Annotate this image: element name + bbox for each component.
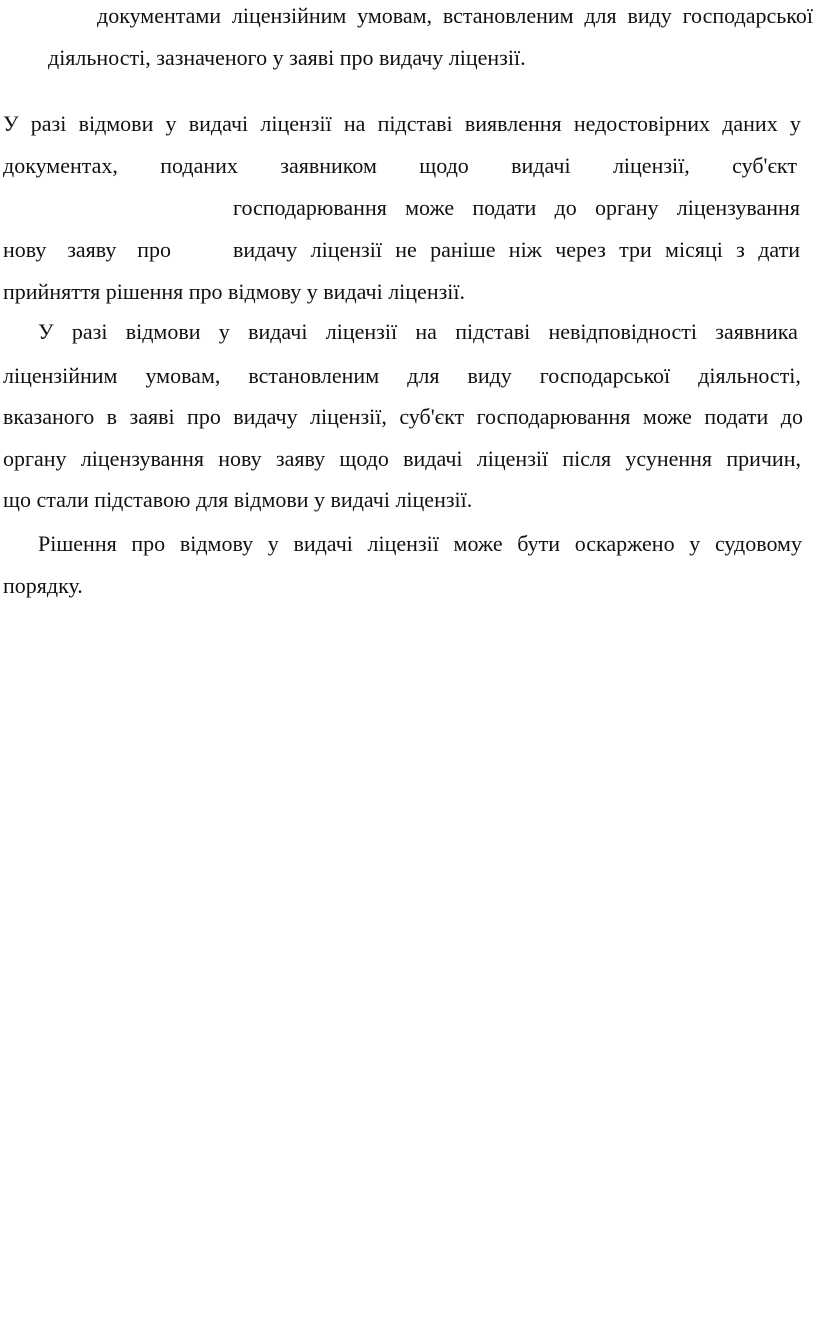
text-line-14: порядку.: [3, 573, 83, 598]
text-line-9: ліцензійним умовам, встановленим для виду господарської діяльності,: [3, 363, 801, 388]
text-line-4: документах, поданих заявником щодо видачі ліцензії, суб'єкт: [3, 153, 797, 178]
text-line-10: вказаного в заяві про видачу ліцензії, суб'єкт господарювання може подати до: [3, 404, 803, 429]
text-line-13: Рішення про відмову у видачі ліцензії може бути оскаржено у судовому: [38, 531, 802, 556]
text-line-7: прийняття рішення про відмову у видачі ліцензії.: [3, 279, 466, 304]
text-line-1: документами ліцензійним умовам, встановленим для виду господарської: [97, 3, 813, 28]
text-line-3: У разі відмови у видачі ліцензії на підставі виявлення недостовірних даних у: [3, 111, 801, 136]
text-line-11: органу ліцензування нову заяву щодо видачі ліцензії після усунення причин,: [3, 446, 801, 471]
text-line-6-right: видачу ліцензії не раніше ніж через три місяці з дати: [233, 237, 800, 262]
text-line-8: У разі відмови у видачі ліцензії на підставі невідповідності заявника: [38, 319, 798, 344]
text-line-5: господарювання може подати до органу ліцензування: [233, 195, 800, 220]
text-line-2: діяльності, зазначеного у заяві про видачу ліцензії.: [48, 45, 526, 70]
text-line-6-left: нову заяву про: [3, 237, 171, 262]
text-line-12: що стали підставою для відмови у видачі ліцензії.: [3, 487, 473, 512]
